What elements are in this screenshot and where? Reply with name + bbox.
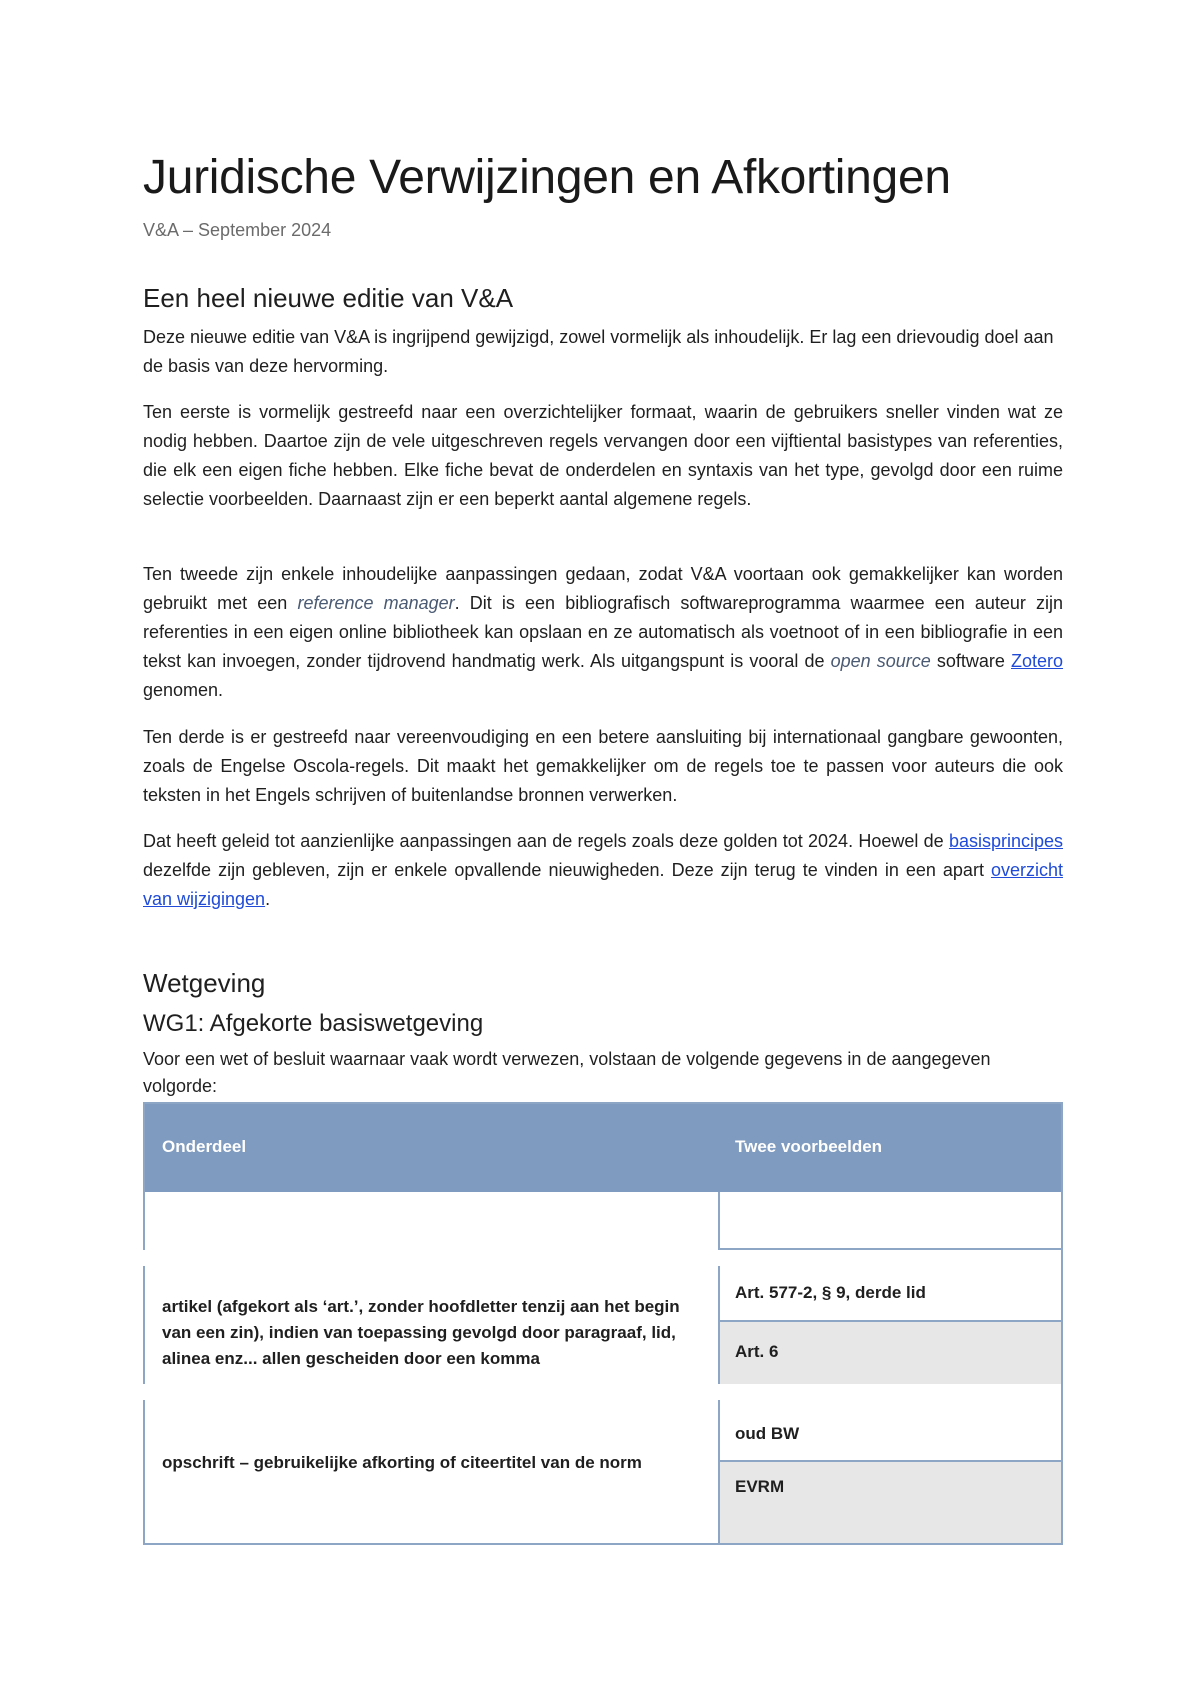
section-heading-wetgeving: Wetgeving	[143, 968, 266, 998]
subsection-heading-wg1: WG1: Afgekorte basiswetgeving	[143, 1010, 484, 1037]
paragraph-second-goal: Ten tweede zijn enkele inhoudelijke aanpassingen gedaan, zodat V&A voortaan ook gemakkelijker kan worden gebruikt met een reference manager. Dit is een bibliografisch softwareprogramma waarmee een auteur zijn referenties in een eigen online bibliotheek kan opslaan en ze automatisch als voetnoot of in een bibliografie in een tekst kan invoegen, zonder tijdrovend handmatig werk. Als uitgangspunt is vooral de open source software Zotero genomen.	[143, 564, 1064, 700]
table-header-voorbeelden: Twee voorbeelden	[735, 1137, 883, 1156]
border-gap	[143, 1250, 149, 1266]
term-open-source: open source	[830, 651, 931, 671]
link-zotero[interactable]: Zotero	[1010, 651, 1064, 671]
table-row-2-example-2: EVRM	[720, 1462, 1061, 1543]
table-row-1-part: artikel (afgekort als ‘art.’, zonder hoofdletter tenzij aan het begin van een zin), indien van toepassing gevolgd door paragraaf, lid, alinea enz... allen gescheiden door een komma	[162, 1297, 680, 1368]
table-row-1-example-1: Art. 577-2, § 9, derde lid	[735, 1283, 926, 1302]
components-table	[143, 1102, 1063, 1545]
row-divider	[718, 1248, 1061, 1250]
document-subtitle: V&A – September 2024	[143, 220, 332, 240]
table-header-onderdeel: Onderdeel	[162, 1137, 247, 1156]
paragraph-intro: Deze nieuwe editie van V&A is ingrijpend gewijzigd, zowel vormelijk als inhoudelijk. Er lag een drievoudig doel aan de basis van deze hervorming.	[143, 327, 1054, 376]
border-gap	[716, 1250, 722, 1266]
border-gap	[143, 1384, 149, 1400]
table-row-1-example-2: Art. 6	[720, 1322, 1061, 1384]
link-overzicht-wijzigingen[interactable]: overzicht van wijzigingen	[143, 860, 1063, 909]
paragraph-third-goal: Ten derde is er gestreefd naar vereenvoudiging en een betere aansluiting bij internationaal gangbare gewoonten, zoals de Engelse Oscola-regels. Dit maakt het gemakkelijker om de regels toe te passen voor auteurs die ook teksten in het Engels schrijven of buitenlandse bronnen verwerken.	[143, 727, 1063, 805]
table-row-2-part: opschrift – gebruikelijke afkorting of citeertitel van de norm	[162, 1453, 642, 1472]
link-basisprincipes[interactable]: basisprincipes	[948, 831, 1063, 851]
term-reference-manager: reference manager	[297, 593, 455, 613]
paragraph-first-goal: Ten eerste is vormelijk gestreefd naar een overzichtelijker formaat, waarin de gebruikers sneller vinden wat ze nodig hebben. Daartoe zijn de vele uitgeschreven regels vervangen door een vijftiental basistypes van referenties, die elk een eigen fiche hebben. Elke fiche bevat de onderdelen en syntaxis van het type, gevolgd door een ruime selectie voorbeelden. Daarnaast zijn er een beperkt aantal algemene regels.	[143, 402, 1063, 509]
section-heading-new-edition: Een heel nieuwe editie van V&A	[143, 283, 514, 313]
paragraph-wg1-intro: Voor een wet of besluit waarnaar vaak wordt verwezen, volstaan de volgende gegevens in de aangegeven volgorde:	[143, 1049, 991, 1096]
table-row-2-example-1: oud BW	[735, 1424, 800, 1443]
border-gap	[716, 1384, 722, 1400]
table-header-row	[145, 1104, 1061, 1192]
document-title: Juridische Verwijzingen en Afkortingen	[143, 151, 951, 204]
paragraph-changes: Dat heeft geleid tot aanzienlijke aanpassingen aan de regels zoals deze golden tot 2024. Hoewel de basisprincipes dezelfde zijn gebleven, zijn er enkele opvallende nieuwigheden. Deze zijn terug te vinden in een apart overzicht van wijzigingen.	[143, 831, 1063, 909]
